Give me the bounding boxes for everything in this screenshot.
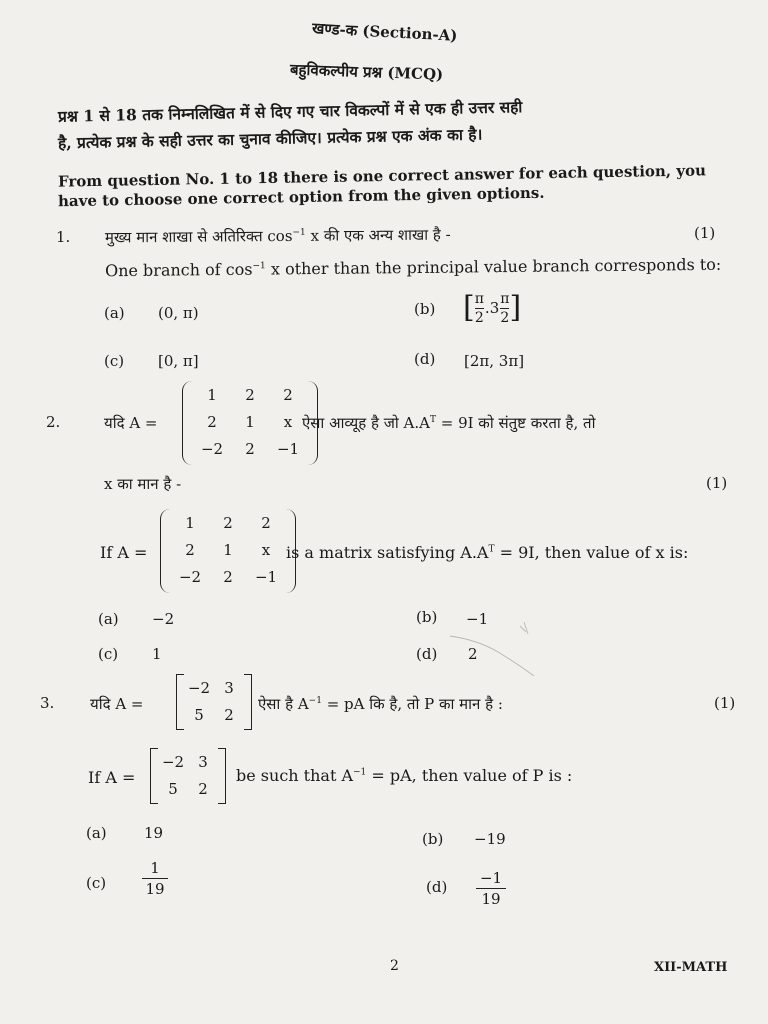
- matrix-cell: x: [283, 412, 293, 431]
- matrix-cell: 2: [245, 439, 255, 458]
- instruction-hindi-line1: प्रश्न 1 से 18 तक निम्नलिखित में से दिए गए चार विकल्पों में से एक ही उत्तर सही: [57, 97, 523, 126]
- option-label: (a): [104, 304, 125, 322]
- matrix-cells: [193, 381, 307, 465]
- option-label: (d): [416, 645, 438, 663]
- option-label: (d): [414, 350, 436, 368]
- option-value: −1: [466, 610, 489, 628]
- question-marks: (1): [706, 474, 728, 492]
- question-marks: (1): [694, 224, 716, 242]
- instruction-english-line2: have to choose one correct option from the given options.: [57, 183, 545, 211]
- question-prefix-english: If A =: [88, 768, 136, 787]
- question-number: 3.: [40, 694, 55, 712]
- matrix-cell: 5: [194, 705, 204, 724]
- option-label: (a): [86, 824, 107, 842]
- option-label: (d): [426, 878, 448, 896]
- matrix-A: [160, 509, 296, 593]
- option-label: (c): [86, 874, 107, 892]
- fraction: $\frac{\pi}{2}$: [474, 290, 484, 326]
- matrix-cell: −1: [276, 439, 300, 458]
- matrix-cell: 5: [168, 779, 178, 798]
- option-value: 1: [152, 645, 162, 663]
- matrix-cell: x: [261, 540, 271, 559]
- option-label: (a): [98, 610, 119, 628]
- option-value: (0, π): [158, 304, 199, 322]
- matrix-cells: [158, 748, 218, 804]
- page-number: 2: [390, 958, 399, 974]
- matrix-paren-left: [160, 509, 171, 593]
- instruction-hindi-line2: है, प्रत्येक प्रश्न के सही उत्तर का चुनाव कीजिए। प्रत्येक प्रश्न एक अंक का है।: [57, 124, 483, 153]
- bracket-open: [: [463, 290, 475, 325]
- question-number: 2.: [46, 413, 61, 431]
- option-label: (b): [422, 830, 444, 848]
- matrix-cell: 2: [283, 385, 293, 404]
- option-value: 2: [468, 645, 478, 663]
- option-value: [2π, 3π]: [464, 352, 525, 370]
- section-title: खण्ड-क (Section-A): [311, 19, 458, 45]
- section-subtitle: बहुविकल्पीय प्रश्न (MCQ): [289, 60, 444, 84]
- question-text-hindi: ऐसा है $A^{-1}$ = pA कि है, तो P का मान है :: [258, 695, 503, 713]
- matrix-bracket-left: [150, 748, 158, 804]
- matrix-bracket-right: [218, 748, 226, 804]
- matrix-cell: 1: [223, 540, 233, 559]
- question-prefix-hindi: यदि A =: [90, 695, 144, 713]
- matrix-A: [176, 674, 252, 730]
- matrix-cells: [171, 509, 285, 593]
- matrix-A: [150, 748, 226, 804]
- matrix-cell: 2: [223, 513, 233, 532]
- question-text-hindi: ऐसा आव्यूह है जो $A.A^T = 9I$ को संतुष्ट करता है, तो: [302, 414, 596, 432]
- matrix-cell: 2: [198, 779, 208, 798]
- question-text-hindi-line2: x का मान है -: [104, 475, 182, 493]
- option-value: −19: [474, 830, 506, 848]
- question-number: 1.: [56, 228, 71, 246]
- question-text-english: be such that $A^{-1}$ = pA, then value of P is :: [236, 766, 573, 785]
- option-value: −2: [152, 610, 175, 628]
- option-value-fraction: 1 19: [142, 858, 168, 899]
- question-prefix-english: If A =: [100, 543, 148, 562]
- option-label: (c): [98, 645, 119, 663]
- matrix-cell: −2: [200, 439, 224, 458]
- matrix-cell: 1: [207, 385, 217, 404]
- matrix-paren-left: [182, 381, 193, 465]
- fraction: $\frac{\pi}{2}$: [500, 290, 510, 326]
- matrix-cell: 3: [224, 678, 234, 697]
- question-prefix-hindi: यदि A =: [104, 414, 158, 432]
- matrix-cell: 2: [207, 412, 217, 431]
- matrix-cells: [184, 674, 244, 730]
- matrix-cell: 2: [224, 705, 234, 724]
- question-text-english: One branch of $\cos^{-1} x$ other than the principal value branch corresponds to:: [104, 254, 722, 281]
- matrix-cell: 3: [198, 752, 208, 771]
- question-marks: (1): [714, 694, 736, 712]
- matrix-cell: −1: [254, 567, 278, 586]
- matrix-cell: 1: [185, 513, 195, 532]
- option-value: [ $\frac{\pi}{2}$ .3 $\frac{\pi}{2}$ ]: [463, 288, 521, 328]
- matrix-cell: 2: [245, 385, 255, 404]
- pencil-tick-mark: [448, 618, 538, 678]
- option-value: [0, π]: [158, 352, 199, 370]
- option-value-fraction: −1 19: [476, 868, 506, 909]
- bracket-close: ]: [509, 290, 522, 325]
- matrix-cell: −2: [187, 678, 211, 697]
- matrix-cell: −2: [161, 752, 185, 771]
- matrix-cell: 1: [245, 412, 255, 431]
- option-label: (b): [416, 608, 438, 626]
- question-text-hindi: मुख्य मान शाखा से अतिरिक्त $\cos^{-1} x$ की एक अन्य शाखा है -: [104, 225, 451, 247]
- option-value: 19: [144, 824, 164, 842]
- option-label: (b): [414, 300, 436, 318]
- matrix-cell: 2: [261, 513, 271, 532]
- matrix-cell: −2: [178, 567, 202, 586]
- question-text-english: is a matrix satisfying $A.A^T = 9I$, then value of x is:: [286, 543, 689, 562]
- subject-code: XII-MATH: [654, 960, 728, 975]
- matrix-cell: 2: [223, 567, 233, 586]
- matrix-bracket-left: [176, 674, 184, 730]
- matrix-cell: 2: [185, 540, 195, 559]
- matrix-bracket-right: [244, 674, 252, 730]
- matrix-A: [182, 381, 318, 465]
- option-label: (c): [104, 352, 125, 370]
- instruction-english-line1: From question No. 1 to 18 there is one correct answer for each question, you: [57, 161, 707, 191]
